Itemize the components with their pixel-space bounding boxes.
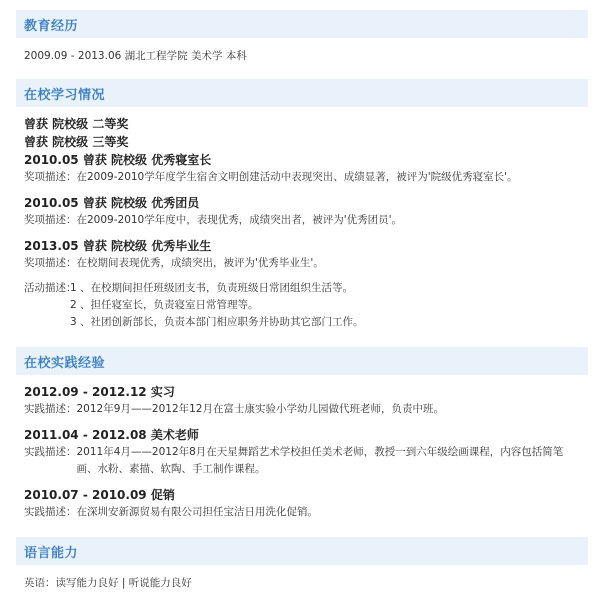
honor-title: 2010.05 曾获 院校级 优秀寝室长 <box>24 153 212 167</box>
practice-description <box>24 444 578 478</box>
practice-description-label: 实践描述： <box>24 446 77 458</box>
activity-items <box>70 280 364 331</box>
resume-page <box>0 10 600 610</box>
education-section-header <box>16 10 588 38</box>
practice-entry-title: 2012.09 - 2012.12 实习 <box>24 385 175 399</box>
language-entry: 英语：读写能力良好 | 听说能力良好 <box>24 577 192 589</box>
activity-item: 1 、在校期间担任班级团支书，负责班级日常团组织生活等。 <box>70 282 354 294</box>
activity-item: 3 、社团创新部长，负责本部门相应职务并协助其它部门工作。 <box>70 316 364 328</box>
honor-title: 2010.05 曾获 院校级 优秀团员 <box>24 196 200 210</box>
honor-description-label: 奖项描述： <box>24 257 77 269</box>
award-item: 曾获 院校级 二等奖 <box>24 117 129 131</box>
award-item: 曾获 院校级 三等奖 <box>24 135 129 149</box>
honor-title: 2013.05 曾获 院校级 优秀毕业生 <box>24 239 212 253</box>
practice-description-text: 2011年4月——2012年8月在天星舞蹈艺术学校担任美术老师，教授一到六年级绘画课程，内容包括简笔画、水粉、素描、软陶、手工制作课程。 <box>76 446 564 475</box>
practice-section-body <box>16 375 588 531</box>
honor-description <box>24 212 578 229</box>
practice-entry-title: 2011.04 - 2012.08 美术老师 <box>24 428 199 442</box>
practice-description-text: 2012年9月——2012年12月在富士康实验小学幼儿园做代班老师，负责中班。 <box>76 403 444 415</box>
school-section-title: 在校学习情况 <box>24 87 106 103</box>
honor-description <box>24 169 578 186</box>
practice-section-header <box>16 347 588 375</box>
language-section-title: 语言能力 <box>24 545 79 561</box>
school-section-body <box>16 107 588 341</box>
practice-description-label: 实践描述： <box>24 403 77 415</box>
practice-description-text: 在深圳安新源贸易有限公司担任宝洁日用洗化促销。 <box>76 506 318 518</box>
honor-description <box>24 255 578 272</box>
practice-description <box>24 401 578 418</box>
honor-description-text: 在2009-2010学年度中，表现优秀，成绩突出者，被评为'优秀团员'。 <box>76 214 403 226</box>
practice-section-title: 在校实践经验 <box>24 355 106 371</box>
activity-item: 2 、担任寝室长，负责寝室日常管理等。 <box>70 299 259 311</box>
honor-description-label: 奖项描述： <box>24 171 77 183</box>
honor-description-text: 在校期间表现优秀，成绩突出，被评为'优秀毕业生'。 <box>76 257 324 269</box>
education-entry: 2009.09 - 2013.06 湖北工程学院 美术学 本科 <box>24 50 247 62</box>
honor-description-label: 奖项描述： <box>24 214 77 226</box>
practice-description <box>24 504 578 521</box>
practice-entry-title: 2010.07 - 2010.09 促销 <box>24 488 175 502</box>
language-section-body <box>16 565 588 602</box>
education-section-body <box>16 38 588 75</box>
activity-description <box>24 280 578 331</box>
activity-label: 活动描述： <box>24 282 77 294</box>
practice-description-label: 实践描述： <box>24 506 77 518</box>
education-section-title: 教育经历 <box>24 18 79 34</box>
honor-description-text: 在2009-2010学年度学生宿舍文明创建活动中表现突出、成绩显著，被评为'院级优秀寝室长'。 <box>76 171 518 183</box>
language-section-header <box>16 537 588 565</box>
school-section-header <box>16 79 588 107</box>
